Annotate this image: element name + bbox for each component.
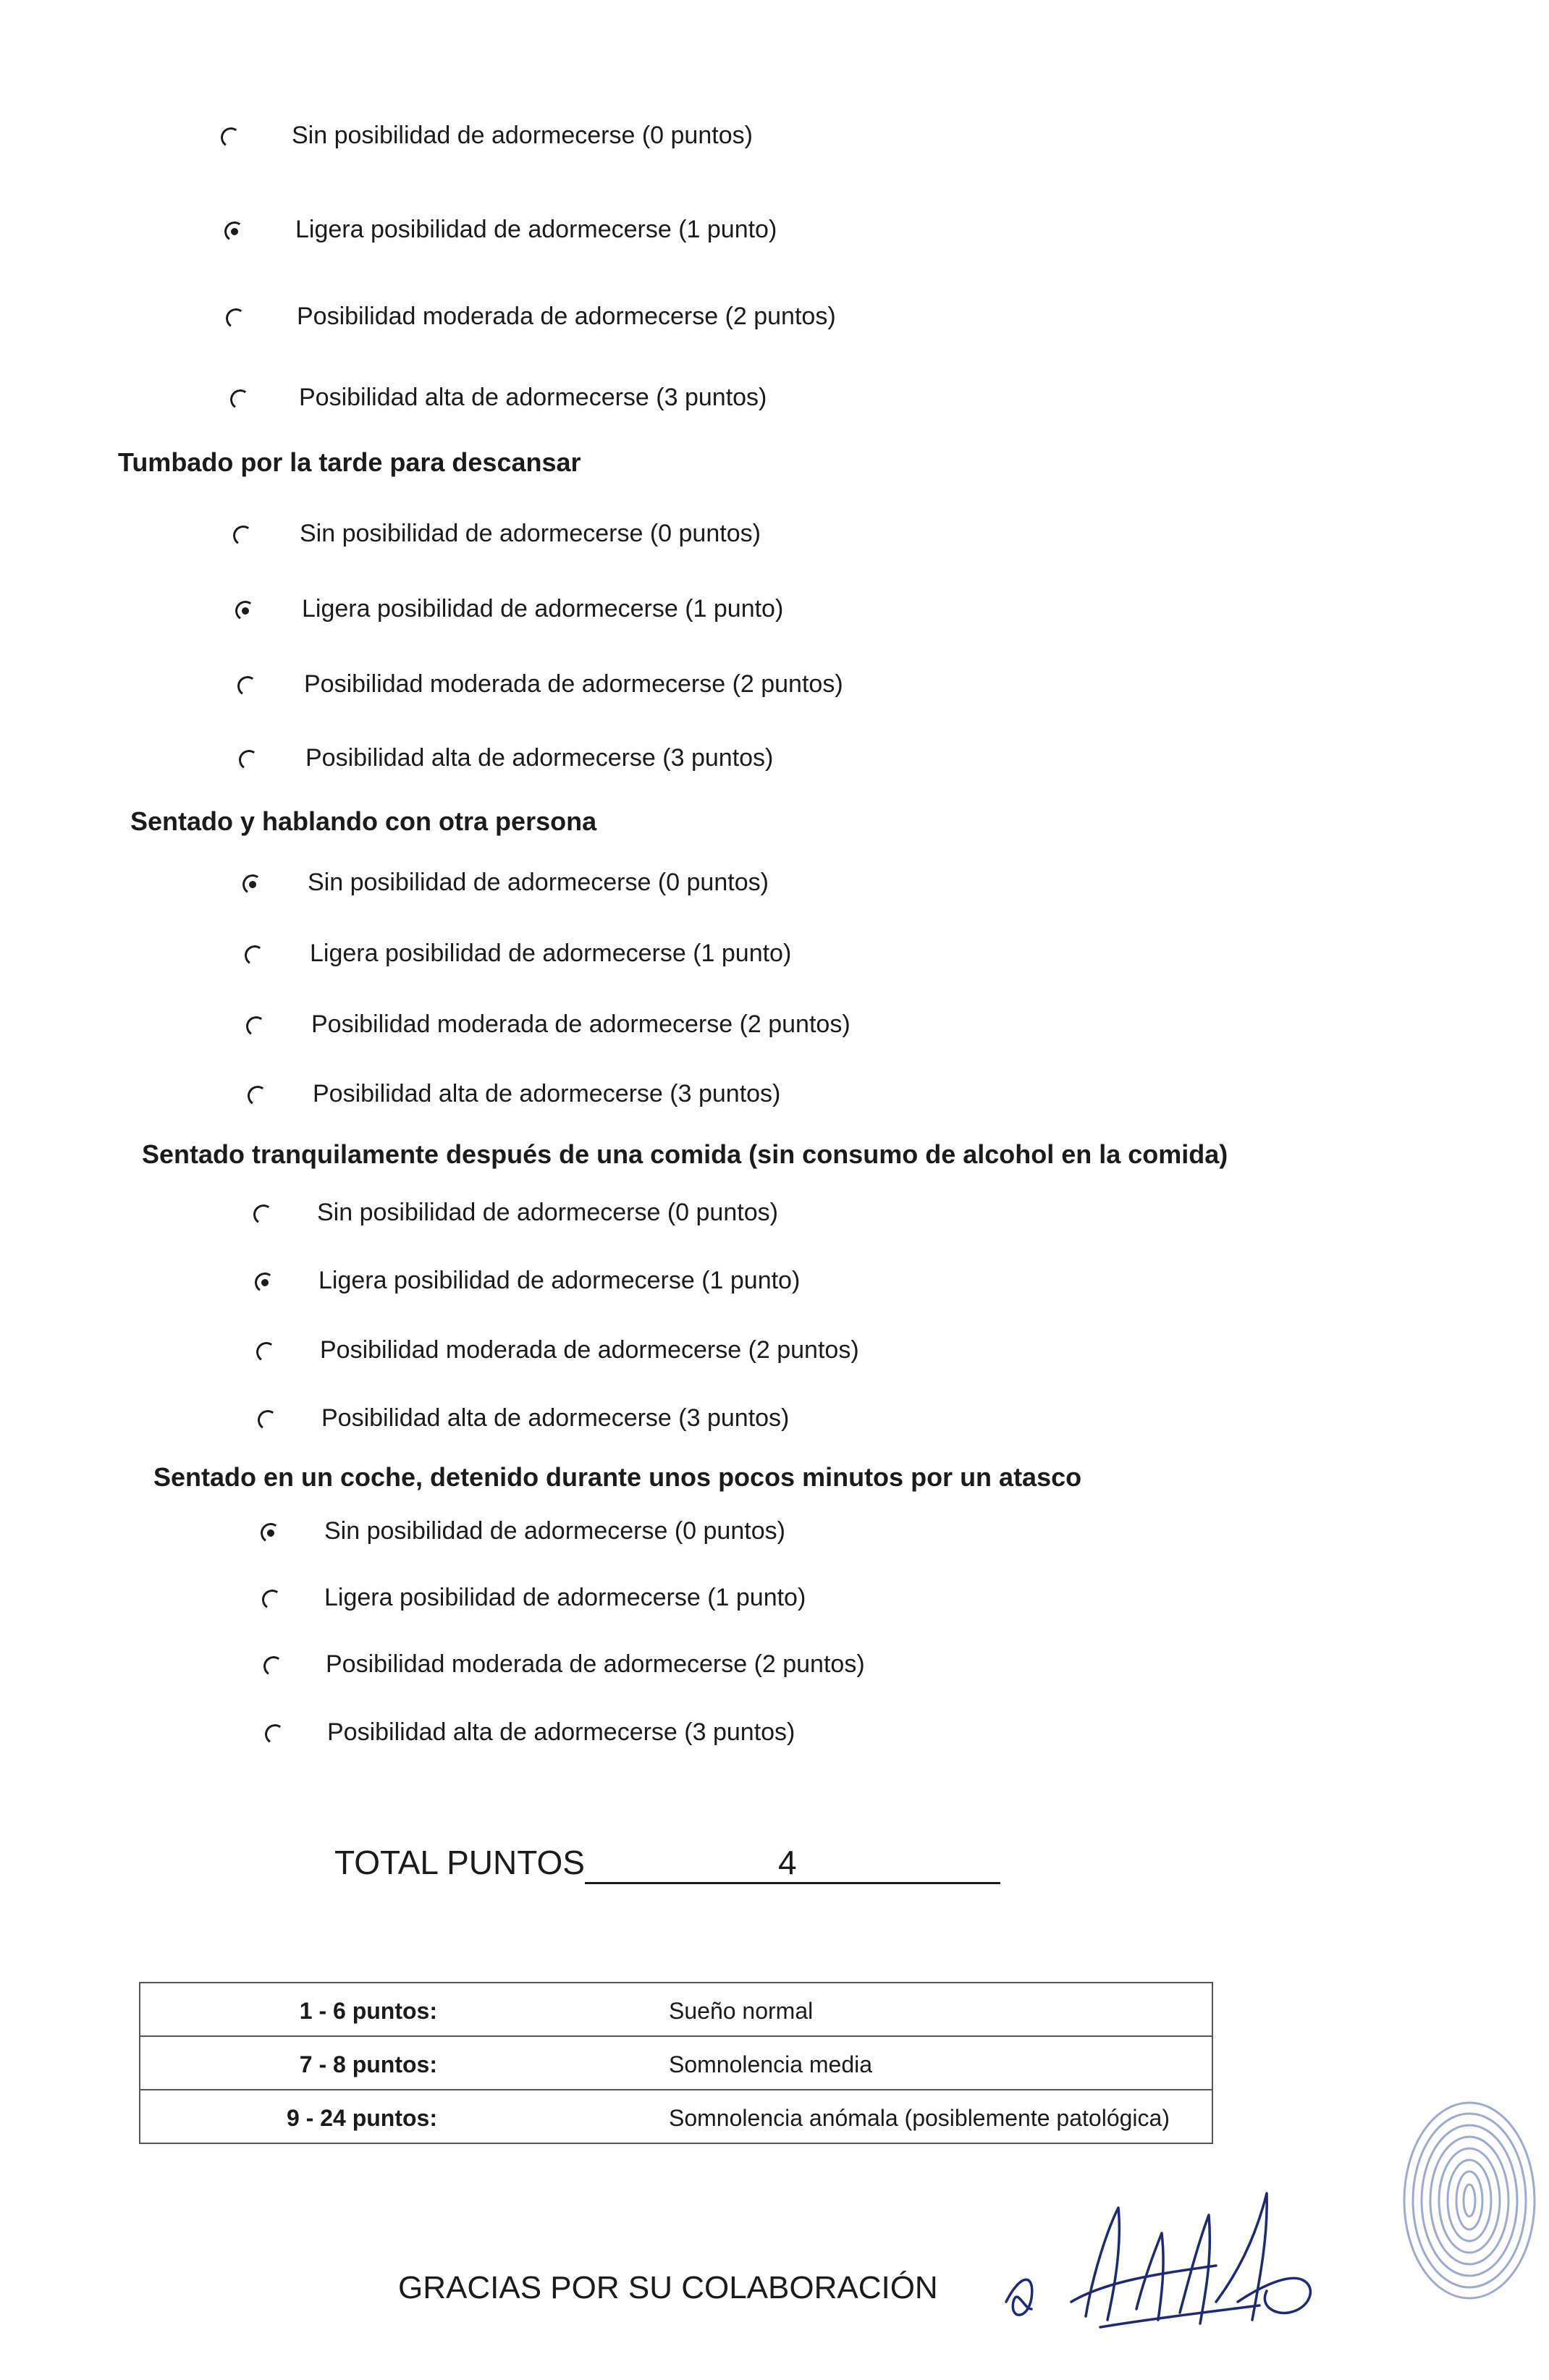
score-table <box>139 1982 1213 2144</box>
questionnaire-page: Sin posibilidad de adormecerse (0 puntos) Ligera posibilidad de adormecerse (1 punto) Posibilidad moderada de adormecerse (2 puntos) Posibilidad alta de adormecerse (3 puntos) Tumbado por la tarde para descansar Sin posibilidad de adormecerse (0 puntos) Ligera posibilidad de adormecerse (1 punto) Posibilidad moderada de adormecerse (2 puntos) Posibilidad alta de adormecerse (3 puntos) Sentado y hablando con otra persona Sin posibilidad de adormecerse (0 puntos) Ligera posibilidad de adormecerse (1 punto) Posibilidad moderada de adormecerse (2 puntos) Posibilidad alta de adormecerse (3 puntos) Sentado tranquilamente después de una comida (sin consumo de alcohol en la comida) Sin posibilidad de adormecerse (0 puntos) Ligera posibilidad de adormecerse (1 punto) Posibilidad moderada de adormecerse (2 puntos) Posibilidad alta de adormecerse (3 puntos) Sentado en un coche, detenido durante unos pocos minutos por un atasco Sin posibilidad de adormecerse (0 puntos) Ligera posibilidad de adormecerse (1 punto) Posibilidad moderada de adormecerse (2 puntos) Posibilidad alta de adormecerse (3 puntos) TOTAL PUNTOS 4 1 - 6 puntos: Sueño normal 7 - 8 puntos: Somnolencia media 9 - 24 puntos: Somnolencia anómala (posiblemente patológica) GRACIAS POR SU COLABORACIÓN <box>0 0 1549 2380</box>
radio-button-selected[interactable] <box>241 873 264 896</box>
score-description: Sueño normal <box>669 1998 814 2024</box>
score-range: 1 - 6 puntos: <box>299 1998 437 2024</box>
radio-button[interactable] <box>252 1203 275 1226</box>
radio-button[interactable] <box>263 1723 287 1746</box>
section-heading: Tumbado por la tarde para descansar <box>118 447 581 477</box>
radio-button-selected[interactable] <box>259 1522 282 1545</box>
total-value: 4 <box>778 1844 797 1881</box>
section-heading: Sentado tranquilamente después de una comida (sin consumo de alcohol en la comida) <box>142 1139 1228 1169</box>
radio-button-selected[interactable] <box>223 220 246 243</box>
radio-button[interactable] <box>261 1588 284 1611</box>
radio-button[interactable] <box>224 307 248 330</box>
score-range: 9 - 24 puntos: <box>286 2105 437 2131</box>
signature-icon <box>999 2164 1375 2338</box>
radio-button[interactable] <box>232 524 255 547</box>
radio-button-selected[interactable] <box>253 1271 277 1294</box>
score-range: 7 - 8 puntos: <box>299 2051 437 2077</box>
radio-button-selected[interactable] <box>234 599 257 623</box>
radio-button[interactable] <box>243 944 266 967</box>
radio-button[interactable] <box>236 675 259 698</box>
thanks-text: GRACIAS POR SU COLABORACIÓN <box>398 2270 938 2305</box>
radio-button[interactable] <box>237 748 261 772</box>
score-row <box>140 2090 1212 2143</box>
radio-button[interactable] <box>219 126 242 149</box>
score-description: Somnolencia media <box>669 2051 873 2077</box>
radio-button[interactable] <box>229 388 252 411</box>
fingerprint-icon <box>1397 2092 1542 2309</box>
total-label: TOTAL PUNTOS <box>334 1844 585 1881</box>
radio-button[interactable] <box>256 1409 279 1432</box>
score-row <box>140 1983 1212 2037</box>
radio-button[interactable] <box>246 1084 269 1107</box>
radio-button[interactable] <box>245 1015 268 1038</box>
total-underline <box>585 1882 1000 1884</box>
section-heading: Sentado y hablando con otra persona <box>130 806 597 836</box>
score-row <box>140 2037 1212 2090</box>
radio-button[interactable] <box>255 1341 278 1364</box>
section-heading: Sentado en un coche, detenido durante unos pocos minutos por un atasco <box>153 1462 1082 1492</box>
radio-button[interactable] <box>262 1655 285 1678</box>
score-description: Somnolencia anómala (posiblemente patológica) <box>669 2105 1170 2131</box>
